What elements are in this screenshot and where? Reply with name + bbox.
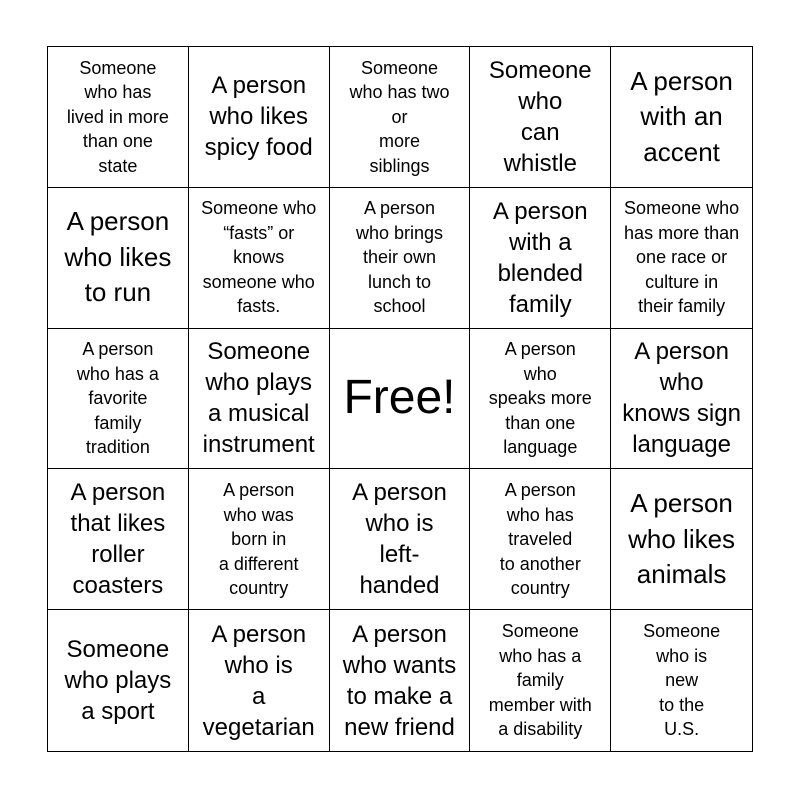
free-space-cell[interactable]: Free! <box>330 329 471 470</box>
bingo-board <box>47 46 753 752</box>
bingo-cell[interactable]: A person that likes roller coasters <box>48 469 189 610</box>
bingo-cell[interactable]: A person who was born in a different country <box>189 469 330 610</box>
bingo-cell[interactable]: Someone who has two or more siblings <box>330 47 471 188</box>
bingo-cell[interactable]: A person who speaks more than one language <box>470 329 611 470</box>
bingo-cell[interactable]: A person who likes spicy food <box>189 47 330 188</box>
bingo-cell[interactable]: Someone who is new to the U.S. <box>643 621 721 740</box>
bingo-cell[interactable]: A person who wants to make a new friend <box>330 610 471 751</box>
bingo-cell[interactable]: Someone who plays a sport <box>48 610 189 751</box>
bingo-cell[interactable]: Someone who has lived in more than one state <box>48 47 189 188</box>
bingo-cell[interactable]: A person who likes animals <box>611 469 752 610</box>
bingo-cell[interactable]: A person with an accent <box>611 47 752 188</box>
bingo-cell[interactable]: A person who has a favorite family tradition <box>48 329 189 470</box>
bingo-cell[interactable]: Someone who can whistle <box>470 47 611 188</box>
bingo-cell[interactable]: Someone who has a family member with a disability <box>470 610 611 751</box>
bingo-cell[interactable]: A person with a blended family <box>470 188 611 329</box>
bingo-cell[interactable]: A person who brings their own lunch to school <box>330 188 471 329</box>
bingo-cell[interactable]: A person who knows sign language <box>611 329 752 470</box>
bingo-cell[interactable]: A person who is a vegetarian <box>189 610 330 751</box>
bingo-cell[interactable]: Someone who plays a musical instrument <box>189 329 330 470</box>
bingo-cell[interactable]: A person who is left- handed <box>330 469 471 610</box>
bingo-cell[interactable]: A person who likes to run <box>48 188 189 329</box>
bingo-cell[interactable]: Someone who “fasts” or knows someone who fasts. <box>189 188 330 329</box>
bingo-cell[interactable]: Someone who has more than one race or culture in their family <box>611 188 752 329</box>
bingo-cell[interactable]: A person who has traveled to another country <box>470 469 611 610</box>
